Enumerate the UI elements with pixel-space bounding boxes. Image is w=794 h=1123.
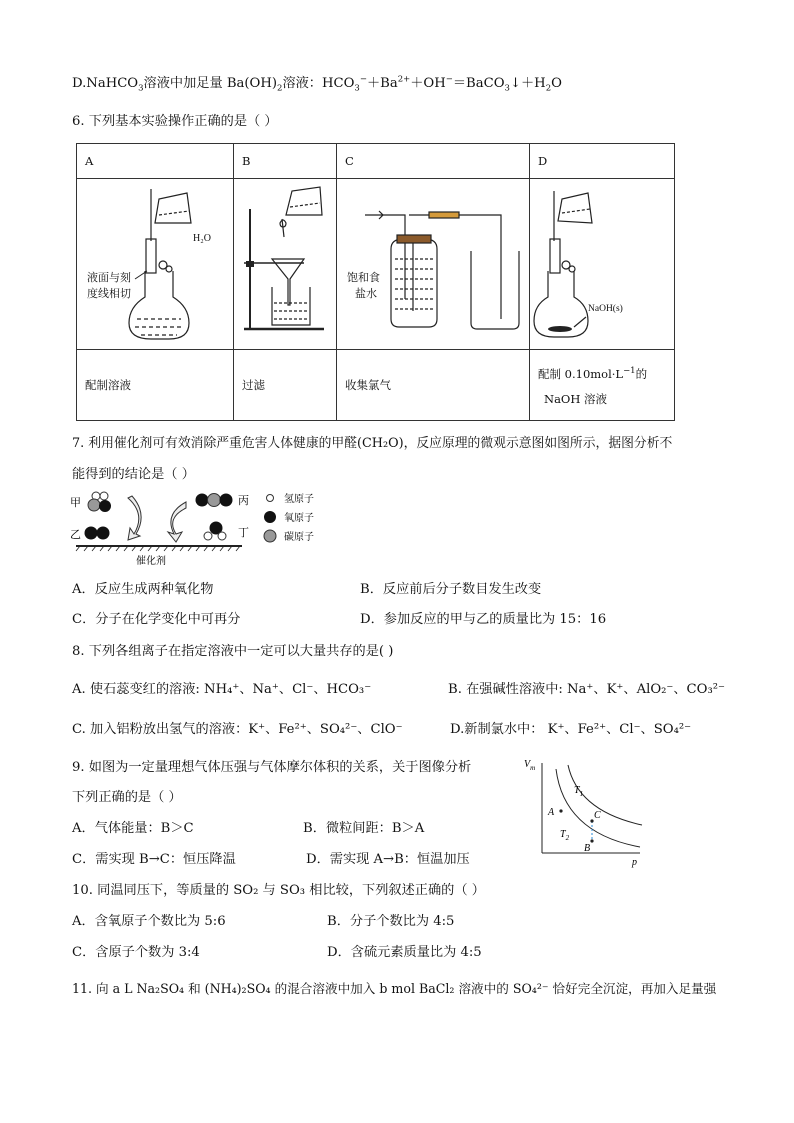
graph-point-c: C (594, 810, 601, 821)
label-catalyst: 催化剂 (136, 556, 166, 567)
q7-reaction-diagram (70, 488, 370, 568)
q6-caption-d: 配制 $0.10mol\cdot L^{-1}$的 NaOH 溶液 (530, 350, 675, 421)
q6-caption-a: 配制溶液 (77, 350, 234, 421)
q6-header-c: C (337, 144, 530, 179)
a-water-label: H₂O (193, 233, 211, 244)
q8-option-b: B. 在强碱性溶液中: Na⁺、K⁺、AlO₂⁻、CO₃²⁻ (448, 682, 725, 697)
naoh-flask-diagram (530, 179, 690, 349)
volumetric-flask-diagram (77, 179, 233, 349)
label-yi: 乙 (70, 528, 81, 541)
q7-option-b: B．反应前后分子数目发生改变 (360, 582, 542, 597)
q7-option-a: A．反应生成两种氧化物 (72, 582, 214, 597)
q8-option-a: A. 使石蕊变红的溶液: NH₄⁺、Na⁺、Cl⁻、HCO₃⁻ (72, 682, 372, 697)
q10-option-b: B．分子个数比为 4:5 (327, 914, 455, 929)
q6-stem: 6. 下列基本实验操作正确的是（ ） (72, 114, 278, 129)
q8-stem: 8. 下列各组离子在指定溶液中一定可以大量共存的是( ) (72, 644, 394, 659)
q10-option-c: C．含原子个数为 3:4 (72, 945, 200, 960)
graph-xlabel: p (632, 857, 637, 868)
q9-stem-1: 9. 如图为一定量理想气体压强与气体摩尔体积的关系，关于图像分析 (72, 760, 472, 775)
q10-option-a: A．含氧原子个数比为 5:6 (72, 914, 226, 929)
legend-c: 碳原子 (284, 532, 314, 543)
q6-figure-a (77, 179, 234, 350)
q8-option-d: D.新制氯水中： K⁺、Fe²⁺、Cl⁻、SO₄²⁻ (450, 722, 692, 737)
q9-stem-2: 下列正确的是（ ） (72, 790, 182, 805)
q6-caption-c: 收集氯气 (337, 350, 530, 421)
q9-option-c: C．需实现 B→C：恒压降温 (72, 852, 236, 867)
q6-caption-b: 过滤 (234, 350, 337, 421)
q6-header-a: A (77, 144, 234, 179)
legend-h: 氢原子 (284, 494, 314, 505)
label-jia: 甲 (70, 496, 81, 509)
q6-figure-d (530, 179, 675, 350)
q9-vm-p-graph (520, 755, 650, 870)
q10-stem: 10. 同温同压下，等质量的 SO₂ 与 SO₃ 相比较，下列叙述正确的（ ） (72, 883, 485, 898)
filtration-diagram (234, 179, 336, 349)
graph-point-b: B (584, 843, 591, 854)
graph-point-a: A (548, 807, 555, 818)
a-note-1: 液面与刻 (87, 271, 131, 284)
q11-stem: 11. 向 a L Na₂SO₄ 和 (NH₄)₂SO₄ 的混合溶液中加入 b mol BaCl₂ 溶液中的 SO₄²⁻ 恰好完全沉淀，再加入足量强 (72, 981, 717, 996)
q7-option-c: C．分子在化学变化中可再分 (72, 612, 241, 627)
a-note-2: 度线相切 (87, 287, 131, 300)
q6-table (76, 143, 675, 421)
q6-header-d: D (530, 144, 675, 179)
q9-option-d: D．需实现 A→B：恒温加压 (306, 852, 470, 867)
q6-header-b: B (234, 144, 337, 179)
q6-figure-b (234, 179, 337, 350)
d-naoh-label: NaOH(s) (588, 304, 623, 314)
q7-option-d: D．参加反应的甲与乙的质量比为 15：16 (360, 612, 607, 627)
c-note-1: 饱和食 (347, 271, 380, 284)
q8-option-c: C. 加入铝粉放出氢气的溶液：K⁺、Fe²⁺、SO₄²⁻、ClO⁻ (72, 722, 403, 737)
q9-option-a: A．气体能量：B＞C (72, 821, 194, 836)
label-bing: 丙 (238, 494, 249, 507)
label-ding: 丁 (238, 526, 249, 539)
q7-stem-1: 7. 利用催化剂可有效消除严重危害人体健康的甲醛(CH₂O)，反应原理的微观示意图如图所示，据图分析不 (72, 436, 673, 451)
legend-o: 氧原子 (284, 513, 314, 524)
graph-t2: $T_2$ (560, 829, 570, 842)
gas-collection-diagram (337, 179, 529, 349)
q7-stem-2: 能得到的结论是（ ） (72, 467, 195, 482)
q10-option-d: D．含硫元素质量比为 4:5 (327, 945, 482, 960)
q9-option-b: B．微粒间距：B＞A (303, 821, 425, 836)
c-note-2: 盐水 (355, 287, 377, 300)
graph-ylabel: $V_m$ (524, 759, 536, 772)
graph-t1: $T_1$ (574, 785, 584, 798)
q6-figure-c (337, 179, 530, 350)
q5-option-d: D.NaHCO$_3$溶液中加足量 $Ba(OH)_2$溶液：$HCO_3^-+Ba^{2+}+OH^-=BaCO_3↓+H_2O$ (72, 74, 562, 94)
